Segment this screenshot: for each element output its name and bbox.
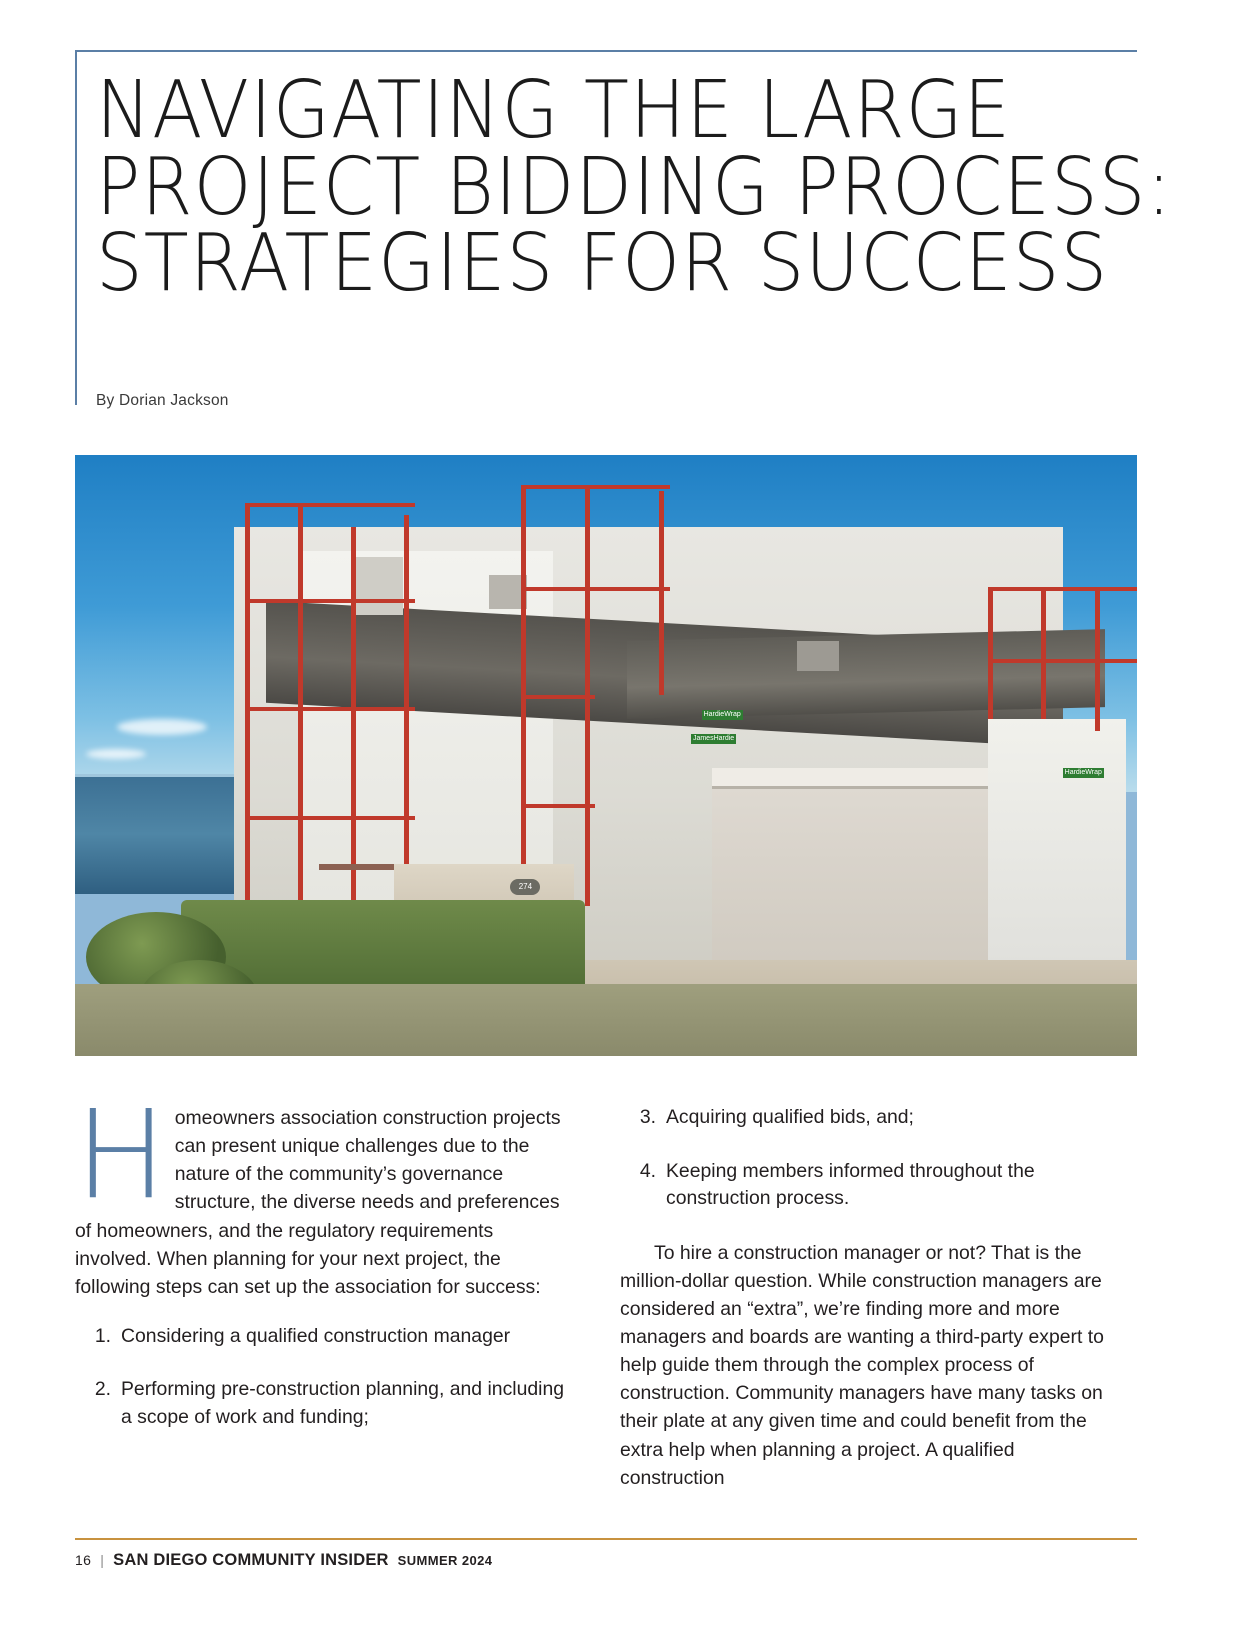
address-plaque: 274 [510, 879, 540, 895]
list-item: Considering a qualified construction manager [121, 1324, 511, 1347]
title-left-rule [75, 50, 77, 405]
scaffold-rail [245, 503, 415, 507]
jameshardie-label: JamesHardie [692, 735, 735, 743]
drop-cap: H [75, 1084, 167, 1226]
scaffold-post [245, 503, 250, 936]
foreground-ground [75, 984, 1137, 1056]
body-column-left [75, 1084, 565, 1458]
scaffold-rail [988, 659, 1137, 663]
publication-name: SAN DIEGO COMMUNITY INSIDER [113, 1551, 389, 1569]
page-title [96, 64, 1173, 310]
list-item: Performing pre-construction planning, and including a scope of work and funding; [121, 1378, 565, 1428]
scaffold-rail [988, 587, 1137, 591]
house-wrap-right [988, 719, 1126, 995]
hardiewrap-label: HardieWrap [703, 711, 741, 719]
list-item: Acquiring qualified bids, and; [666, 1106, 914, 1128]
issue-label: SUMMER 2024 [397, 1553, 493, 1568]
scaffold-rail [521, 587, 670, 591]
body-column-right [620, 1104, 1120, 1510]
title-top-rule [75, 50, 1137, 52]
scaffold-rail [245, 707, 415, 711]
title-line-1: NAVIGATING THE LARGE [96, 64, 1012, 156]
scaffold-post [521, 485, 526, 918]
title-line-3: STRATEGIES FOR SUCCESS [96, 217, 1109, 310]
intro-paragraph: omeowners association construction projects can present unique challenges due to the nature of the community’s governance structure, the diverse needs and preferences of homeowners, and the regulatory requirements involved. When planning for your next project, the following steps can set up the association for success: [75, 1107, 561, 1298]
footer-separator: | [100, 1552, 105, 1568]
scaffold-post [351, 527, 356, 948]
scaffold-post [298, 503, 303, 948]
scaffold-rail [245, 816, 415, 820]
list-item: Keeping members informed throughout the construction process. [666, 1159, 1035, 1210]
page-footer [75, 1551, 492, 1570]
garage-door [712, 786, 999, 981]
chimney [351, 557, 403, 615]
scaffold-rail [245, 599, 415, 603]
scaffold-rail [521, 485, 670, 489]
title-line-2: PROJECT BIDDING PROCESS: [96, 140, 1173, 233]
scaffold-post [659, 491, 664, 695]
steps-list-left [75, 1323, 565, 1432]
page-number: 16 [75, 1552, 92, 1568]
scaffold-rail [521, 695, 595, 699]
roof-secondary [627, 629, 1105, 719]
right-paragraph: To hire a construction manager or not? That is the million-dollar question. While construction managers are considered an “extra”, we’re finding more and more managers and boards are wanting a third-party expert to help guide them through the complex process of construction. Community managers have many tasks on their plate at any given time and could benefit from the extra help when planning a project. A qualified construction [620, 1241, 1104, 1489]
byline: By Dorian Jackson [96, 392, 229, 409]
roof-vent [797, 641, 839, 671]
article-photo [75, 455, 1137, 1056]
hardiewrap-label-right: HardieWrap [1064, 768, 1102, 776]
scaffold-post [988, 587, 993, 719]
scaffold-rail [521, 804, 595, 808]
steps-list-right [620, 1104, 1120, 1213]
scaffold-post [1041, 587, 1046, 719]
footer-rule [75, 1538, 1137, 1540]
